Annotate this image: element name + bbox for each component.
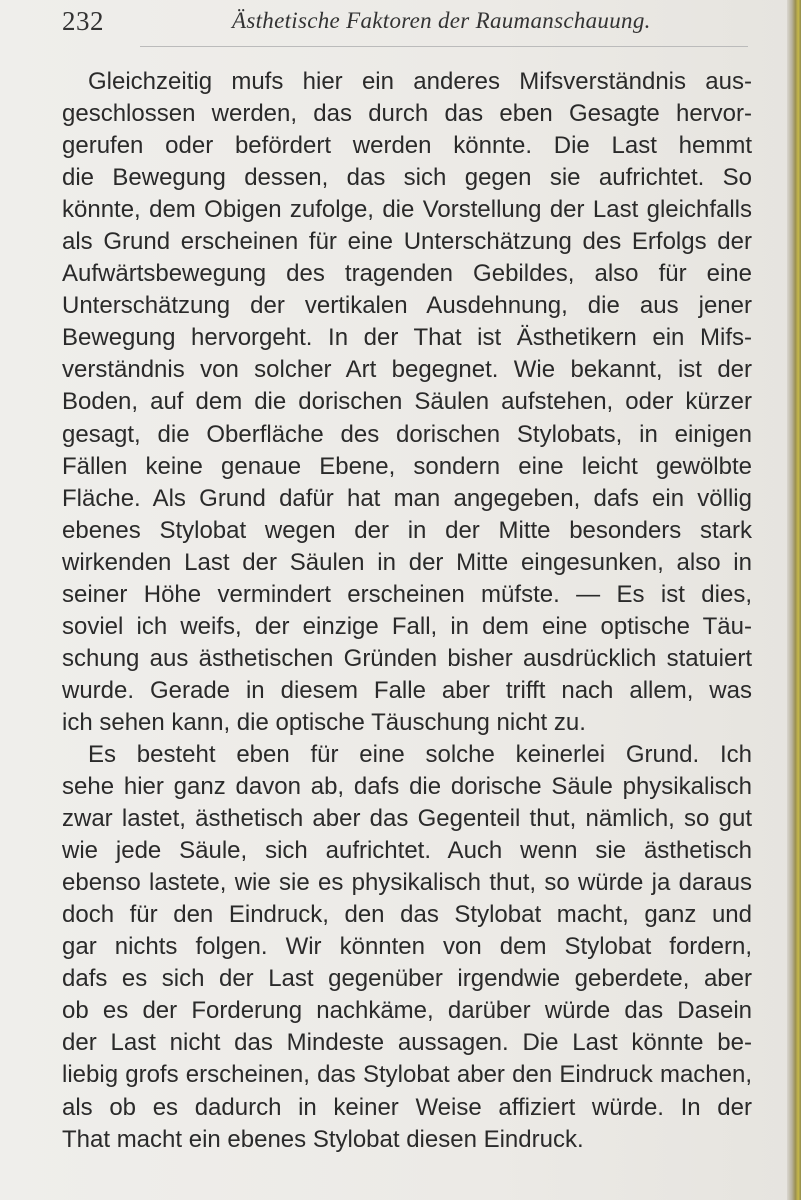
text-line: wurde. Gerade in diesem Falle aber trifft nach allem, was: [62, 676, 752, 704]
text-line: dafs es sich der Last gegenüber irgendwie geberdete, aber: [62, 965, 752, 993]
text-line: wirkenden Last der Säulen in der Mitte eingesunken, also in: [62, 548, 752, 576]
text-line: ob es der Forderung nachkäme, darüber würde das Dasein: [62, 997, 752, 1025]
text-line: zwar lastet, ästhetisch aber das Gegenteil thut, nämlich, so gut: [62, 805, 752, 833]
text-line: die Bewegung dessen, das sich gegen sie aufrichtet. So: [62, 164, 752, 192]
running-head: Ästhetische Faktoren der Raumanschauung.: [232, 8, 651, 33]
text-line: ich sehen kann, die optische Täuschung nicht zu.: [62, 708, 586, 736]
text-line: Gleichzeitig mufs hier ein anderes Mifsverständnis aus-: [88, 68, 752, 95]
page-edge: [787, 0, 801, 1200]
text-line: soviel ich weifs, der einzige Fall, in dem eine optische Täu-: [62, 612, 752, 640]
text-line: als Grund erscheinen für eine Unterschätzung des Erfolgs der: [62, 228, 752, 256]
text-line: Es besteht eben für eine solche keinerlei Grund. Ich: [88, 740, 752, 768]
text-line: liebig grofs erscheinen, das Stylobat aber den Eindruck machen,: [62, 1061, 752, 1089]
paragraph-2: [62, 739, 752, 1156]
text-line: Aufwärtsbewegung des tragenden Gebildes, also für eine: [62, 260, 752, 288]
text-line: verständnis von solcher Art begegnet. Wie bekannt, ist der: [62, 356, 752, 384]
text-line: sehe hier ganz davon ab, dafs die dorische Säule physikalisch: [62, 773, 752, 801]
text-line: als ob es dadurch in keiner Weise affiziert würde. In der: [62, 1093, 752, 1121]
text-line: Bewegung hervorgeht. In der That ist Ästhetikern ein Mifs-: [62, 324, 752, 352]
text-line: könnte, dem Obigen zufolge, die Vorstellung der Last gleichfalls: [62, 196, 752, 224]
text-line: Boden, auf dem die dorischen Säulen aufstehen, oder kürzer: [62, 388, 752, 416]
text-line: ebenes Stylobat wegen der in der Mitte besonders stark: [62, 516, 752, 544]
text-line: der Last nicht das Mindeste aussagen. Die Last könnte be-: [62, 1029, 752, 1057]
text-line: gerufen oder befördert werden könnte. Die Last hemmt: [62, 132, 752, 160]
body-text: [62, 66, 752, 1156]
paragraph-1: [62, 66, 752, 739]
text-line: Fällen keine genaue Ebene, sondern eine leicht gewölbte: [62, 452, 752, 480]
text-line: Unterschätzung der vertikalen Ausdehnung, die aus jener: [62, 292, 752, 320]
page-number: 232: [62, 6, 104, 36]
page-header: [62, 4, 762, 40]
text-line: seiner Höhe vermindert erscheinen müfste. — Es ist dies,: [62, 580, 752, 608]
text-line: ebenso lastete, wie sie es physikalisch thut, so würde ja daraus: [62, 869, 752, 897]
text-line: doch für den Eindruck, den das Stylobat macht, ganz und: [62, 901, 752, 929]
text-line: gar nichts folgen. Wir könnten von dem Stylobat fordern,: [62, 933, 752, 961]
text-line: schung aus ästhetischen Gründen bisher ausdrücklich statuiert: [62, 644, 752, 672]
text-line: wie jede Säule, sich aufrichtet. Auch wenn sie ästhetisch: [62, 837, 752, 865]
header-rule: [140, 46, 748, 47]
text-line: That macht ein ebenes Stylobat diesen Eindruck.: [62, 1125, 584, 1153]
text-line: geschlossen werden, das durch das eben Gesagte hervor-: [62, 100, 752, 128]
text-line: Fläche. Als Grund dafür hat man angegeben, dafs ein völlig: [62, 484, 752, 512]
text-line: gesagt, die Oberfläche des dorischen Stylobats, in einigen: [62, 420, 752, 448]
